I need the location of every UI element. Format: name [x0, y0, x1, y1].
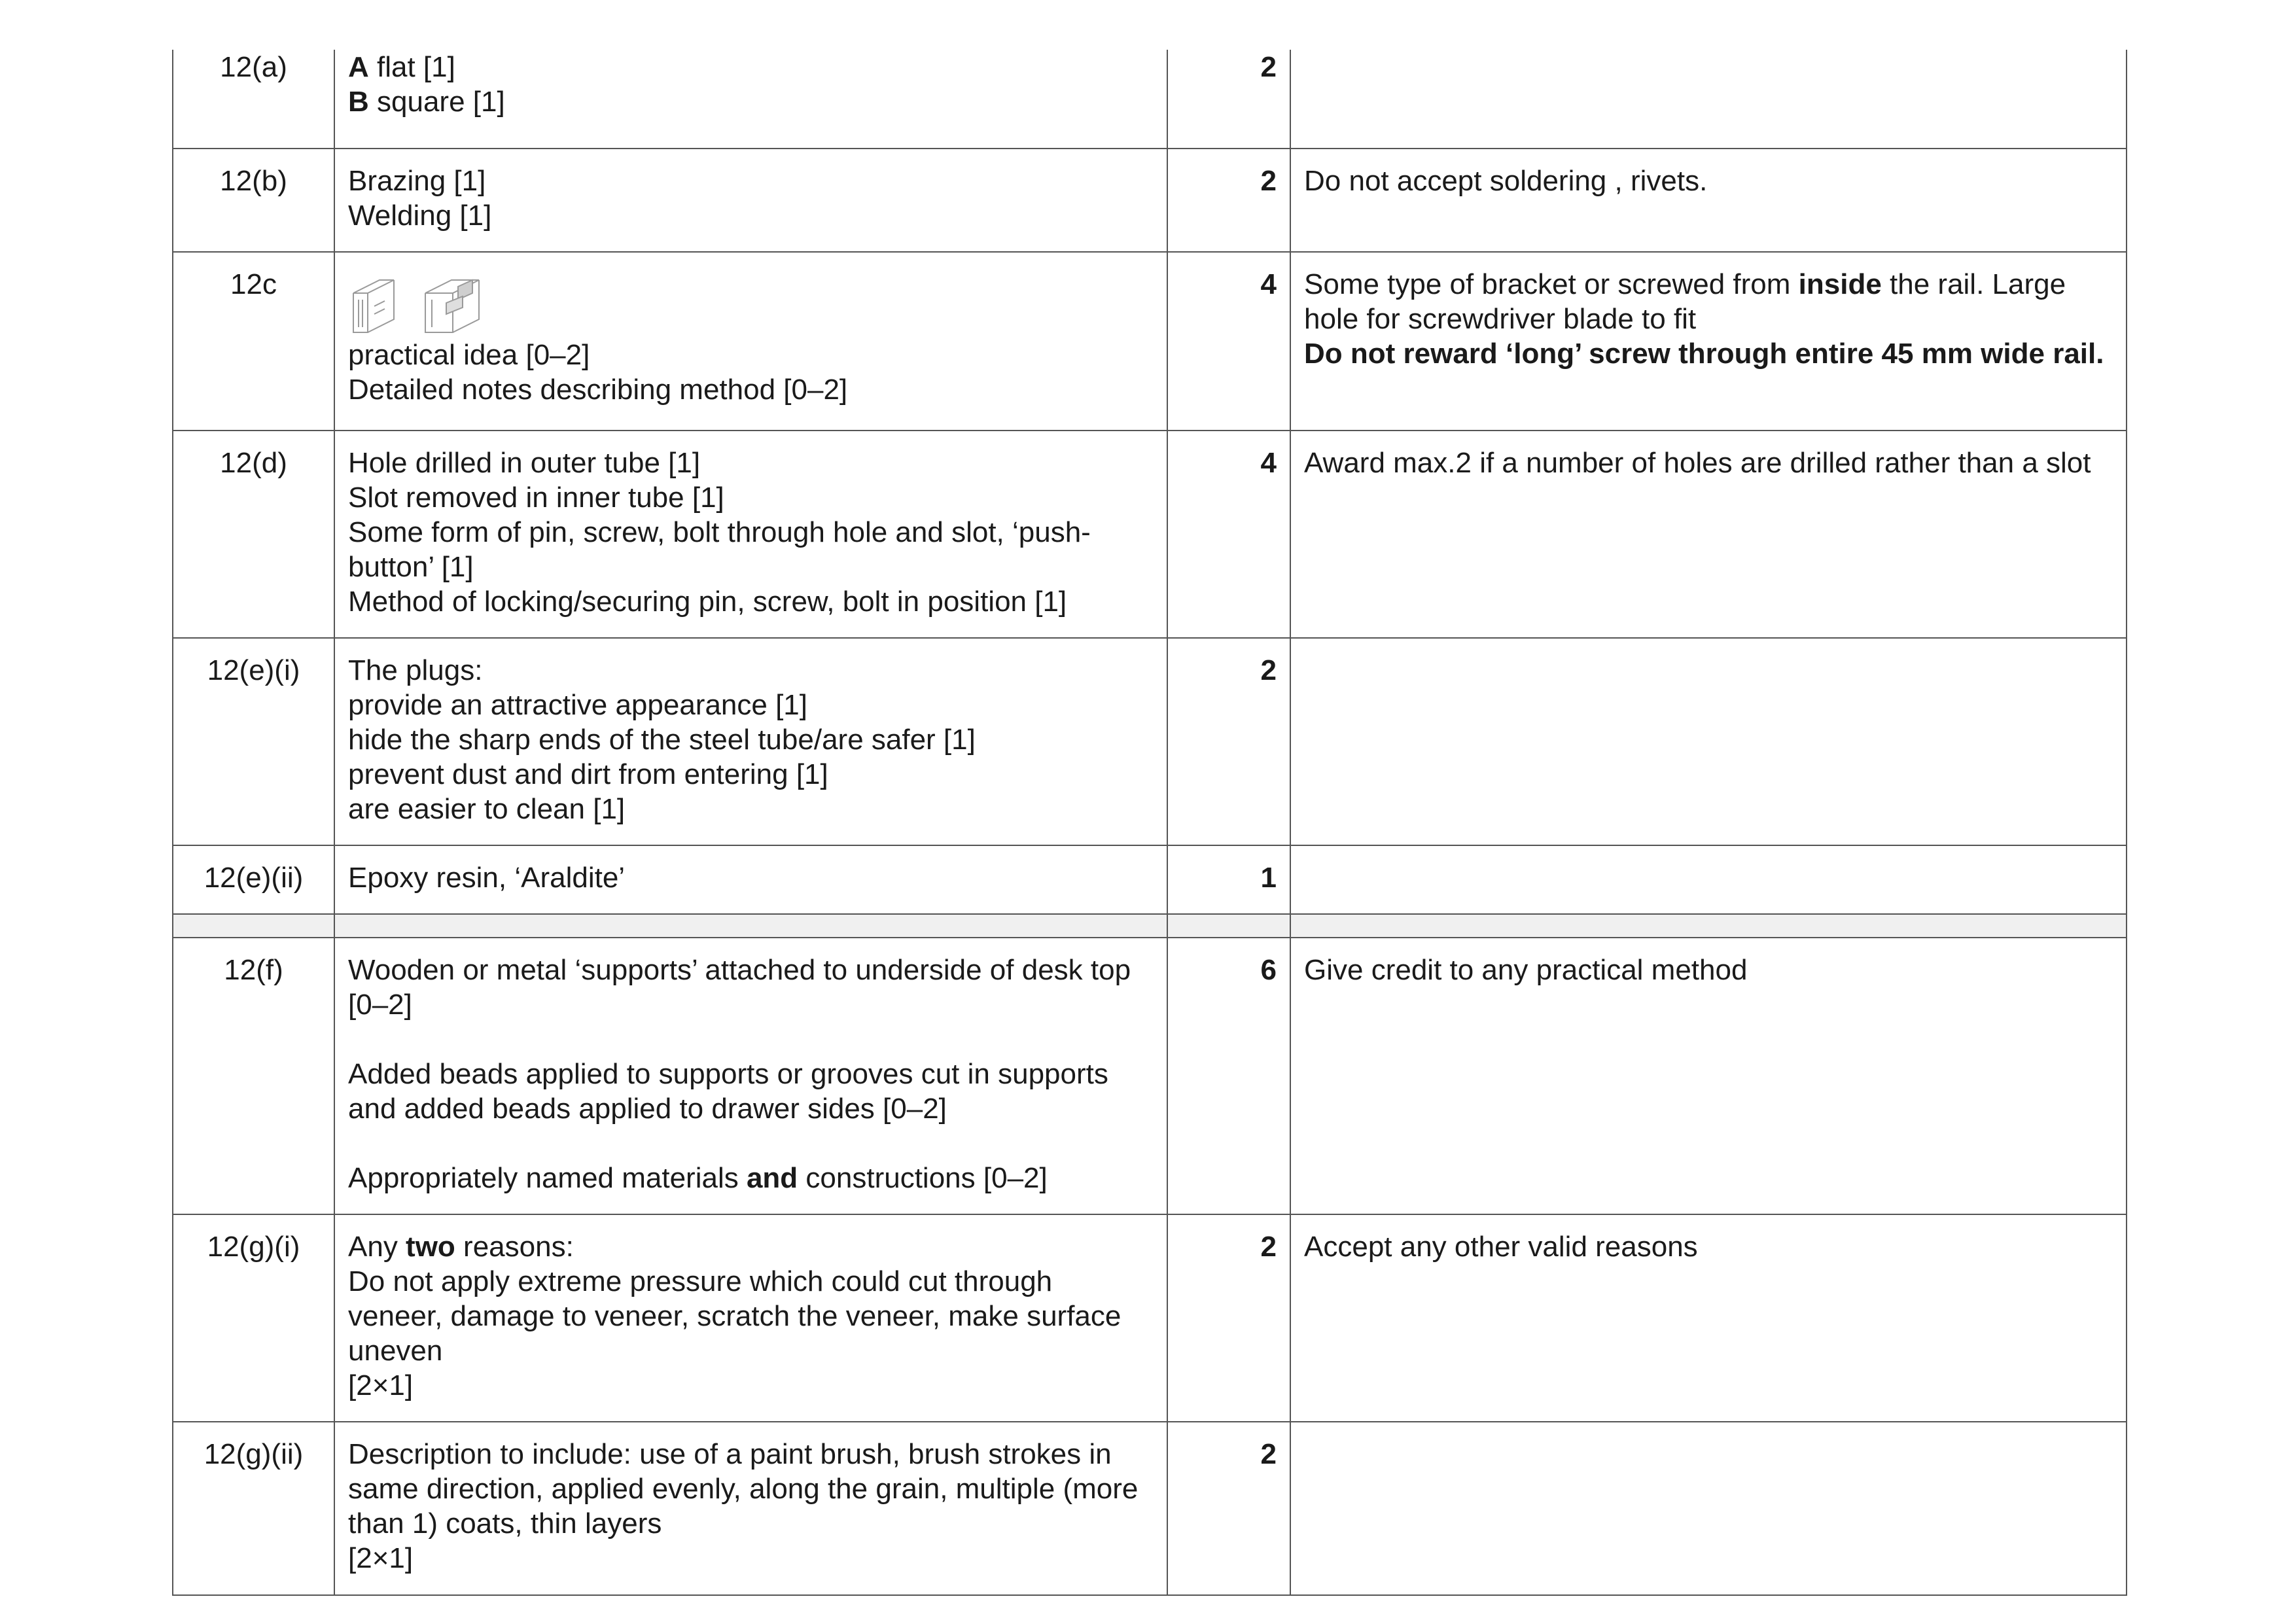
- answer-cell: [334, 431, 1167, 638]
- table-row: [173, 50, 2127, 149]
- marks-cell: 4: [1167, 252, 1290, 431]
- marks-cell: 2: [1167, 50, 1290, 149]
- answer-line: Slot removed in inner tube [1]: [348, 482, 724, 514]
- answer-paragraph: Added beads applied to supports or grooves cut in supports and added beads applied to drawer sides [0–2]: [348, 1058, 1117, 1125]
- question-number: 12(b): [173, 149, 334, 252]
- mark-scheme: [172, 50, 2126, 1596]
- table-row: [173, 1422, 2127, 1595]
- answer-line: A flat [1]: [348, 51, 455, 83]
- guidance-cell: [1290, 50, 2127, 149]
- guidance-cell: [1290, 1422, 2127, 1595]
- answer-cell: [334, 252, 1167, 431]
- guidance-emphasis: Do not reward ‘long’ screw through entire 45 mm wide rail.: [1304, 338, 2104, 370]
- answer-line: B square [1]: [348, 86, 505, 118]
- answer-paragraph: Do not apply extreme pressure which could cut through veneer, damage to veneer, scratch the veneer, make surface uneven: [348, 1265, 1129, 1367]
- guidance-cell: Do not accept soldering , rivets.: [1290, 149, 2127, 252]
- page-break-divider: [173, 914, 2127, 938]
- answer-line: Method of locking/securing pin, screw, bolt in position [1]: [348, 586, 1067, 618]
- question-number: 12(g)(i): [173, 1214, 334, 1422]
- answer-line: hide the sharp ends of the steel tube/are safer [1]: [348, 724, 976, 756]
- answer-paragraph: Wooden or metal ‘supports’ attached to underside of desk top [0–2]: [348, 954, 1139, 1021]
- question-number: 12c: [173, 252, 334, 431]
- answer-line: Any two reasons:: [348, 1231, 574, 1263]
- question-number: 12(a): [173, 50, 334, 149]
- mark-allocation: [2×1]: [348, 1542, 414, 1574]
- guidance-cell: [1290, 845, 2127, 914]
- guidance-cell: Some type of bracket or screwed from inside the rail. Large hole for screwdriver blade to fit Do not reward ‘long’ screw through entire 45 mm wide rail.: [1290, 252, 2127, 431]
- guidance-cell: Accept any other valid reasons: [1290, 1214, 2127, 1422]
- question-number: 12(d): [173, 431, 334, 638]
- bracket-sketch-image: [348, 267, 1154, 338]
- answer-cell: [334, 50, 1167, 149]
- answer-line: Welding [1]: [348, 200, 492, 232]
- answer-cell: [334, 938, 1167, 1214]
- answer-line: are easier to clean [1]: [348, 793, 626, 825]
- marks-cell: 2: [1167, 1214, 1290, 1422]
- table-row: [173, 938, 2127, 1214]
- marks-cell: 2: [1167, 149, 1290, 252]
- answer-paragraph: Description to include: use of a paint brush, brush strokes in same direction, applied evenly, along the grain, multiple (more than 1) coats, thin layers: [348, 1438, 1146, 1540]
- guidance-cell: Award max.2 if a number of holes are drilled rather than a slot: [1290, 431, 2127, 638]
- answer-cell: [334, 1214, 1167, 1422]
- marks-cell: 1: [1167, 845, 1290, 914]
- table-row: [173, 149, 2127, 252]
- answer-line: practical idea [0–2]: [348, 339, 590, 371]
- mark-scheme-table: [172, 50, 2127, 1596]
- answer-line: Brazing [1]: [348, 165, 486, 197]
- marks-cell: 4: [1167, 431, 1290, 638]
- answer-cell: [334, 638, 1167, 845]
- answer-paragraph: Appropriately named materials and constructions [0–2]: [348, 1162, 1048, 1194]
- answer-cell: [334, 1422, 1167, 1595]
- table-row: [173, 638, 2127, 845]
- mark-allocation: [2×1]: [348, 1369, 414, 1401]
- table-row: [173, 845, 2127, 914]
- table-row: [173, 431, 2127, 638]
- answer-line: provide an attractive appearance [1]: [348, 689, 808, 721]
- answer-line: The plugs:: [348, 654, 483, 686]
- answer-cell: [334, 149, 1167, 252]
- answer-line: prevent dust and dirt from entering [1]: [348, 758, 828, 790]
- answer-line: Some form of pin, screw, bolt through hole and slot, ‘push-button’ [1]: [348, 516, 1091, 583]
- table-row: [173, 1214, 2127, 1422]
- question-number: 12(f): [173, 938, 334, 1214]
- answer-line: Hole drilled in outer tube [1]: [348, 447, 701, 479]
- question-number: 12(g)(ii): [173, 1422, 334, 1595]
- guidance-cell: Give credit to any practical method: [1290, 938, 2127, 1214]
- table-row: [173, 252, 2127, 431]
- question-number: 12(e)(ii): [173, 845, 334, 914]
- marks-cell: 2: [1167, 1422, 1290, 1595]
- answer-line: Epoxy resin, ‘Araldite’: [348, 862, 626, 894]
- guidance-cell: [1290, 638, 2127, 845]
- marks-cell: 6: [1167, 938, 1290, 1214]
- marks-cell: 2: [1167, 638, 1290, 845]
- answer-line: Detailed notes describing method [0–2]: [348, 374, 848, 406]
- answer-cell: [334, 845, 1167, 914]
- question-number: 12(e)(i): [173, 638, 334, 845]
